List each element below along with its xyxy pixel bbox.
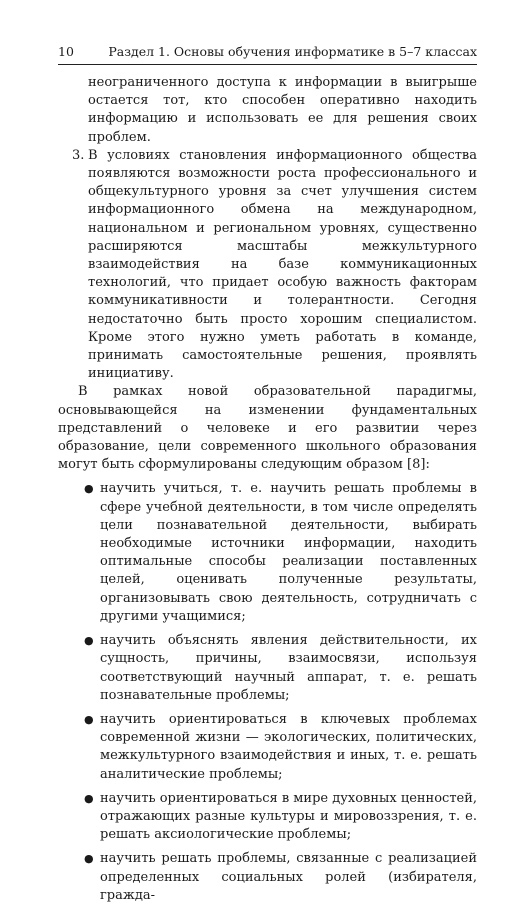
bullet-icon: ●: [84, 482, 94, 496]
list-item-text: научить ориентироваться в мире духовных ценностей, отражающих разные культуры и мировоззрения, т. е. решать аксиологические проблемы;: [100, 790, 478, 843]
list-item: [58, 632, 477, 705]
list-item: [58, 480, 477, 626]
list-item-text: научить учиться, т. е. научить решать проблемы в сфере учебной деятельности, в том числе определять цели познавательной деятельности, выбирать необходимые источники информации, находить оптимальные способы реализации поставленных целей, оценивать полученные результаты, организовывать свою деятельность, сотрудничать с другими учащимися;: [100, 481, 477, 624]
page-number: 10: [58, 44, 74, 59]
bullet-icon: ●: [84, 712, 94, 726]
page-body: [58, 74, 477, 905]
bullet-icon: ●: [84, 852, 94, 866]
header-rule: [58, 64, 477, 65]
body-paragraph: В рамках новой образовательной парадигмы, основывающейся на изменении фундаментальных представлений о человеке и его развитии через образование, цели современного школьного образования могут быть сформулированы следующим образом [8]:: [58, 384, 477, 473]
continuation-paragraph: неограниченного доступа к информации в выигрыше остается тот, кто способен оперативно находить информацию и использовать ее для решения своих проблем.: [88, 75, 477, 145]
numbered-item-3: [58, 147, 477, 384]
bullet-icon: ●: [84, 634, 94, 648]
running-title: Раздел 1. Основы обучения информатике в 5–7 классах: [108, 44, 477, 59]
list-item: [58, 850, 477, 905]
list-item-text: научить объяснять явления действительности, их сущность, причины, взаимосвязи, используя соответствующий научный аппарат, т. е. решать познавательные проблемы;: [100, 633, 477, 703]
item-text: В условиях становления информационного общества появляются возможности роста профессионального и общекультурного уровня за счет улучшения систем информационного обмена на международном, национальном и региональном уровнях, существенно расширяются масштабы межкультурного взаимодействия на базе коммуникационных технологий, что придает особую важность факторам коммуникативности и толерантности. Сегодня недостаточно быть просто хорошим специалистом. Кроме этого нужно уметь работать в команде, принимать самостоятельные решения, проявлять инициативу.: [88, 147, 477, 382]
page-header: [58, 42, 477, 62]
list-item-text: научить ориентироваться в ключевых проблемах современной жизни — экологических, политических, межкультурного взаимодействия и иных, т. е. решать аналитические проблемы;: [100, 711, 477, 782]
list-item-text: научить решать проблемы, связанные с реализацией определенных социальных ролей (избирателя, гражда-: [100, 851, 477, 903]
item-number: 3.: [72, 147, 85, 163]
goals-list: [58, 480, 477, 904]
list-item: [58, 790, 477, 845]
bullet-icon: ●: [84, 791, 94, 805]
list-item: [58, 711, 477, 784]
